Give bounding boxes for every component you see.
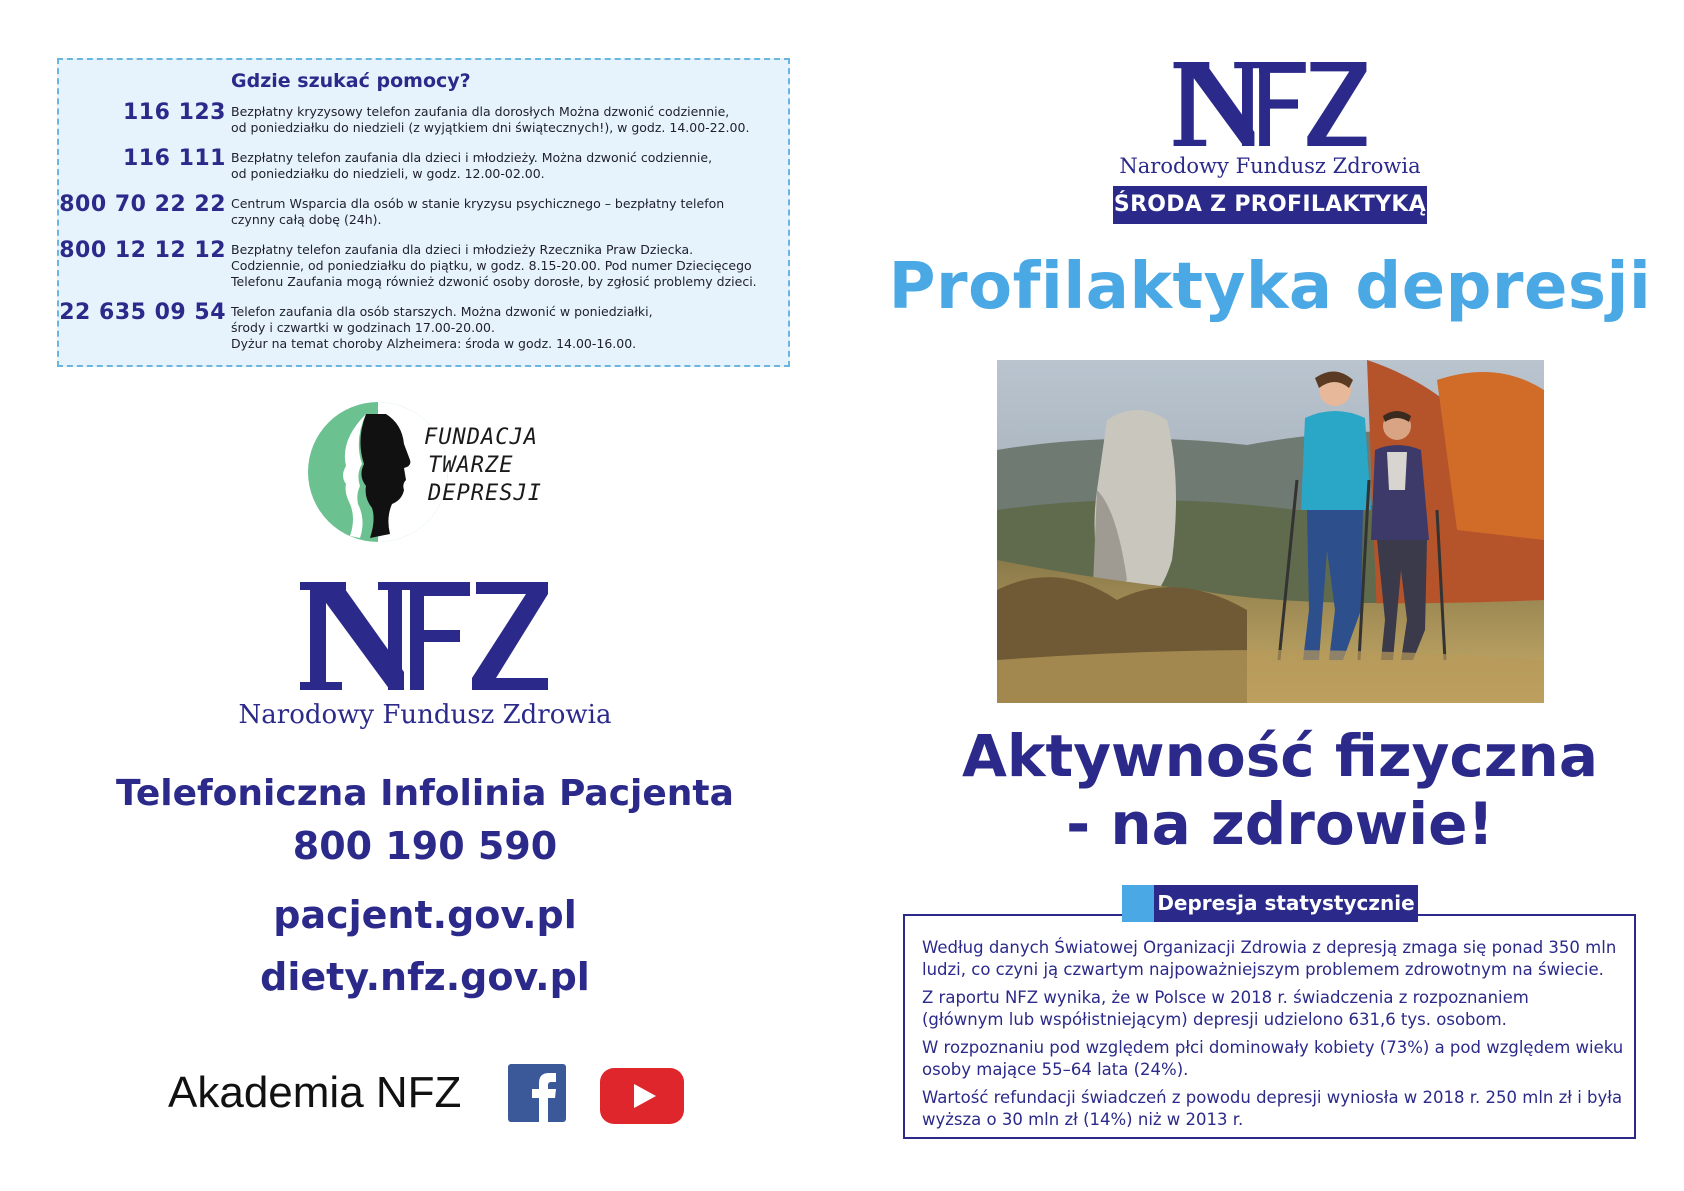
- youtube-icon[interactable]: [600, 1068, 684, 1124]
- help-description: Centrum Wsparcia dla osób w stanie kryzysu psychicznego – bezpłatny telefon czynny całą dobę (24h).: [231, 196, 725, 227]
- help-description: Bezpłatny telefon zaufania dla dzieci i młodzieży Rzecznika Praw Dziecka. Codziennie, od poniedziałku do piątku, w godz. 8.15-20.00. Pod numer Dziecięcego Telefonu Zaufania mogą również dzwonić osoby dorosłe, by zgłosić problemy dzieci.: [231, 242, 757, 289]
- nfz-name: Narodowy Fundusz Zdrowia: [1119, 154, 1421, 178]
- help-phone-number[interactable]: 800 12 12 12: [59, 238, 226, 263]
- stats-paragraph: Według danych Światowej Organizacji Zdrowia z depresją zmaga się ponad 350 mln ludzi, co czyni ją czwartym najpoważniejszym problemem zdrowotnym na świecie.: [922, 938, 1617, 979]
- help-title: Gdzie szukać pomocy?: [231, 70, 471, 92]
- stats-box: [903, 914, 1636, 1139]
- nfz-logo-icon: [1172, 62, 1368, 146]
- stats-header: Depresja statystycznie: [1154, 885, 1418, 922]
- stats-paragraph: W rozpoznaniu pod względem płci dominowały kobiety (73%) a pod względem wieku osoby mające 55–64 lata (24%).: [922, 1038, 1624, 1079]
- nfz-logo-icon: [300, 582, 548, 690]
- help-phone-number[interactable]: 800 70 22 22: [59, 192, 226, 217]
- help-description: Telefon zaufania dla osób starszych. Można dzwonić w poniedziałki, środy i czwartki w godzinach 17.00-20.00. Dyżur na temat choroby Alzheimera: środa w godz. 14.00-16.00.: [231, 304, 653, 351]
- help-box: [57, 58, 790, 367]
- infoline-title: Telefoniczna Infolinia Pacjenta: [116, 773, 734, 814]
- help-description: Bezpłatny telefon zaufania dla dzieci i młodzieży. Można dzwonić codziennie, od poniedziałku do niedzieli, w godz. 12.00-02.00.: [231, 150, 713, 181]
- hikers-photo: [997, 360, 1544, 703]
- pacjent-link[interactable]: pacjent.gov.pl: [273, 893, 577, 937]
- help-description: Bezpłatny kryzysowy telefon zaufania dla dorosłych Można dzwonić codziennie, od poniedziałku do niedzieli (z wyjątkiem dni świątecznych!), w godz. 14.00-22.00.: [231, 104, 750, 135]
- stats-text: [922, 937, 1624, 1137]
- stats-paragraph: Z raportu NFZ wynika, że w Polsce w 2018 r. świadczenia z rozpoznaniem (głównym lub współistniejącym) depresji udzielono 631,6 tys. osobom.: [922, 988, 1529, 1029]
- diety-link[interactable]: diety.nfz.gov.pl: [260, 955, 590, 999]
- stats-paragraph: Wartość refundacji świadczeń z powodu depresji wyniosła w 2018 r. 250 mln zł i była wyższa o 30 mln zł (14%) niż w 2013 r.: [922, 1088, 1623, 1129]
- nfz-name: Narodowy Fundusz Zdrowia: [238, 700, 612, 730]
- program-badge: ŚRODA Z PROFILAKTYKĄ: [1113, 186, 1427, 224]
- facebook-icon[interactable]: [508, 1064, 566, 1122]
- help-phone-number[interactable]: 116 123: [122, 100, 226, 125]
- infoline-phone[interactable]: 800 190 590: [292, 824, 558, 868]
- akademia-label: Akademia NFZ: [168, 1068, 462, 1117]
- help-phone-number[interactable]: 116 111: [122, 146, 226, 171]
- fundacja-wordmark: FUNDACJA TWARZE DEPRESJI: [424, 425, 542, 506]
- page-title: Profilaktyka depresji: [888, 250, 1652, 324]
- stats-header-accent: [1122, 885, 1154, 922]
- help-phone-number[interactable]: 22 635 09 54: [59, 300, 226, 325]
- activity-title: Aktywność fizyczna - na zdrowie!: [962, 722, 1598, 858]
- fundacja-logo: [306, 400, 556, 545]
